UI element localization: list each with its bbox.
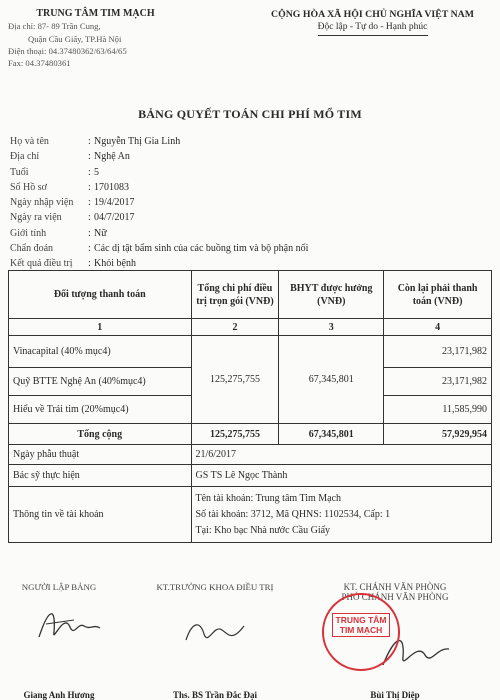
official-stamp: [322, 593, 400, 671]
table-header-row: [9, 271, 492, 319]
doctor-value: GS TS Lê Ngọc Thành: [191, 465, 492, 487]
department-head-title: KT.TRƯỞNG KHOA ĐIỀU TRỊ: [156, 582, 274, 592]
surgery-date-label: Ngày phẫu thuật: [9, 445, 192, 465]
patient-info: [10, 134, 490, 272]
info-row-treatment-result: Kết quả điều trị : Khỏi bệnh: [10, 256, 490, 271]
stamp-label: [332, 613, 390, 637]
account-label: Thông tin về tài khoản: [9, 487, 192, 543]
national-header: [250, 8, 495, 36]
maker-title: NGƯỜI LẬP BẢNG: [21, 582, 97, 592]
account-bank-line: Tại: Kho bạc Nhà nước Cầu Giấy: [195, 524, 331, 536]
surgery-date-row: [9, 445, 492, 465]
office-title-line2: PHÓ CHÁNH VĂN PHÒNG: [341, 592, 449, 602]
info-label: Địa chỉ: [10, 151, 40, 163]
info-row-gender: Giới tính : Nữ: [10, 226, 490, 241]
payer-name: Vinacapital (40% mục4): [9, 336, 192, 368]
organization-header: [8, 8, 183, 69]
cost-settlement-table: [8, 270, 492, 543]
office-title-line1: KT. CHÁNH VĂN PHÒNG: [343, 582, 447, 592]
payer-name: Hiểu về Trái tim (20%mục4): [9, 396, 192, 424]
organization-phone: Điện thoại: 04.37480362/63/64/65: [8, 45, 127, 56]
info-row-discharge-date: Ngày ra viện : 04/7/2017: [10, 210, 490, 225]
info-label: Kết quả điều trị: [10, 258, 73, 270]
info-label: Số Hồ sơ: [10, 181, 47, 193]
info-value: 5: [94, 166, 99, 178]
remaining-value: 11,585,990: [384, 396, 492, 424]
info-row-admission-date: Ngày nhập viện : 19/4/2017: [10, 195, 490, 210]
organization-address-line1: Địa chỉ: 87- 89 Trần Cung,: [8, 21, 101, 32]
info-value: 1701083: [94, 181, 129, 193]
signature-block-department-head: [140, 582, 290, 698]
info-row-diagnosis: Chẩn đoán : Các dị tật bẩm sinh của các buồng tim và bộ phận nối: [10, 241, 490, 256]
remaining-value: 23,171,982: [384, 368, 492, 396]
doctor-row: [9, 465, 492, 487]
column-header-payer: Đối tượng thanh toán: [9, 271, 192, 319]
total-insurance-sum: 67,345,801: [279, 424, 384, 445]
department-head-signature: [180, 612, 250, 652]
info-label: Giới tính: [10, 227, 47, 239]
total-cost-sum: 125,275,755: [191, 424, 279, 445]
column-number-row: [9, 319, 492, 336]
organization-name: TRUNG TÂM TIM MẠCH: [36, 8, 155, 19]
table-row: [9, 336, 492, 368]
total-cost-value: 125,275,755: [191, 336, 279, 424]
info-value: Nữ: [94, 227, 107, 239]
account-info: [191, 487, 492, 543]
info-value: Khỏi bệnh: [94, 258, 136, 270]
info-value: 04/7/2017: [94, 212, 135, 224]
column-number: 2: [191, 319, 279, 336]
signature-block-maker: [4, 582, 114, 698]
organization-address-line2: Quận Cầu Giấy, TP.Hà Nội: [28, 33, 122, 44]
remaining-value: 23,171,982: [384, 336, 492, 368]
info-row-name: Họ và tên : Nguyễn Thị Gia Linh: [10, 134, 490, 149]
info-row-record-number: Số Hồ sơ : 1701083: [10, 180, 490, 195]
account-row: [9, 487, 492, 543]
payer-name: Quỹ BTTE Nghệ An (40%mục4): [9, 368, 192, 396]
maker-signature: [34, 602, 104, 647]
surgery-date-value: 21/6/2017: [191, 445, 492, 465]
info-label: Ngày nhập viện: [10, 197, 74, 209]
maker-name: Giang Anh Hương: [23, 690, 95, 700]
info-label: Chẩn đoán: [10, 243, 54, 255]
column-header-total-cost: Tổng chi phí điều trị trọn gói (VNĐ): [191, 271, 279, 319]
national-motto: Độc lập - Tự do - Hạnh phúc: [317, 22, 428, 32]
column-header-insurance: BHYT được hưởng (VNĐ): [279, 271, 384, 319]
column-number: 4: [384, 319, 492, 336]
info-row-age: Tuổi : 5: [10, 165, 490, 180]
stamp-text: TIM MẠCH: [339, 625, 383, 635]
total-label: Tổng cộng: [9, 424, 192, 445]
stamp-text: TRUNG TÂM: [335, 615, 387, 625]
department-head-name: Ths. BS Trần Đắc Đại: [173, 690, 257, 700]
organization-fax: Fax: 04.37480361: [8, 58, 71, 69]
total-row: [9, 424, 492, 445]
column-number: 3: [279, 319, 384, 336]
info-value: Nghệ An: [94, 151, 130, 163]
info-label: Họ và tên: [10, 136, 49, 147]
column-header-remaining: Còn lại phải thanh toán (VNĐ): [384, 271, 492, 319]
office-name: Bùi Thị Diệp: [370, 690, 420, 700]
insurance-value: 67,345,801: [279, 336, 384, 424]
info-label: Tuổi: [10, 166, 29, 178]
doctor-label: Bác sỹ thực hiện: [9, 465, 192, 487]
info-value: Các dị tật bẩm sinh của các buồng tim và bộ phận nối: [94, 243, 309, 255]
info-value: Nguyễn Thị Gia Linh: [94, 136, 181, 147]
republic-name: CỘNG HÒA XÃ HỘI CHỦ NGHĨA VIỆT NAM: [271, 9, 474, 20]
total-remaining-sum: 57,929,954: [384, 424, 492, 445]
info-label: Ngày ra viện: [10, 212, 62, 224]
account-number-line: Số tài khoản: 3712, Mã QHNS: 1102534, Cấp: 1: [195, 508, 391, 520]
info-value: 19/4/2017: [94, 197, 135, 209]
motto-underline: [318, 35, 428, 36]
document-title: BẢNG QUYẾT TOÁN CHI PHÍ MỔ TIM: [138, 107, 362, 121]
column-number: 1: [9, 319, 192, 336]
info-row-address: Địa chỉ : Nghệ An: [10, 149, 490, 164]
account-name-line: Tên tài khoản: Trung tâm Tim Mạch: [195, 492, 342, 504]
